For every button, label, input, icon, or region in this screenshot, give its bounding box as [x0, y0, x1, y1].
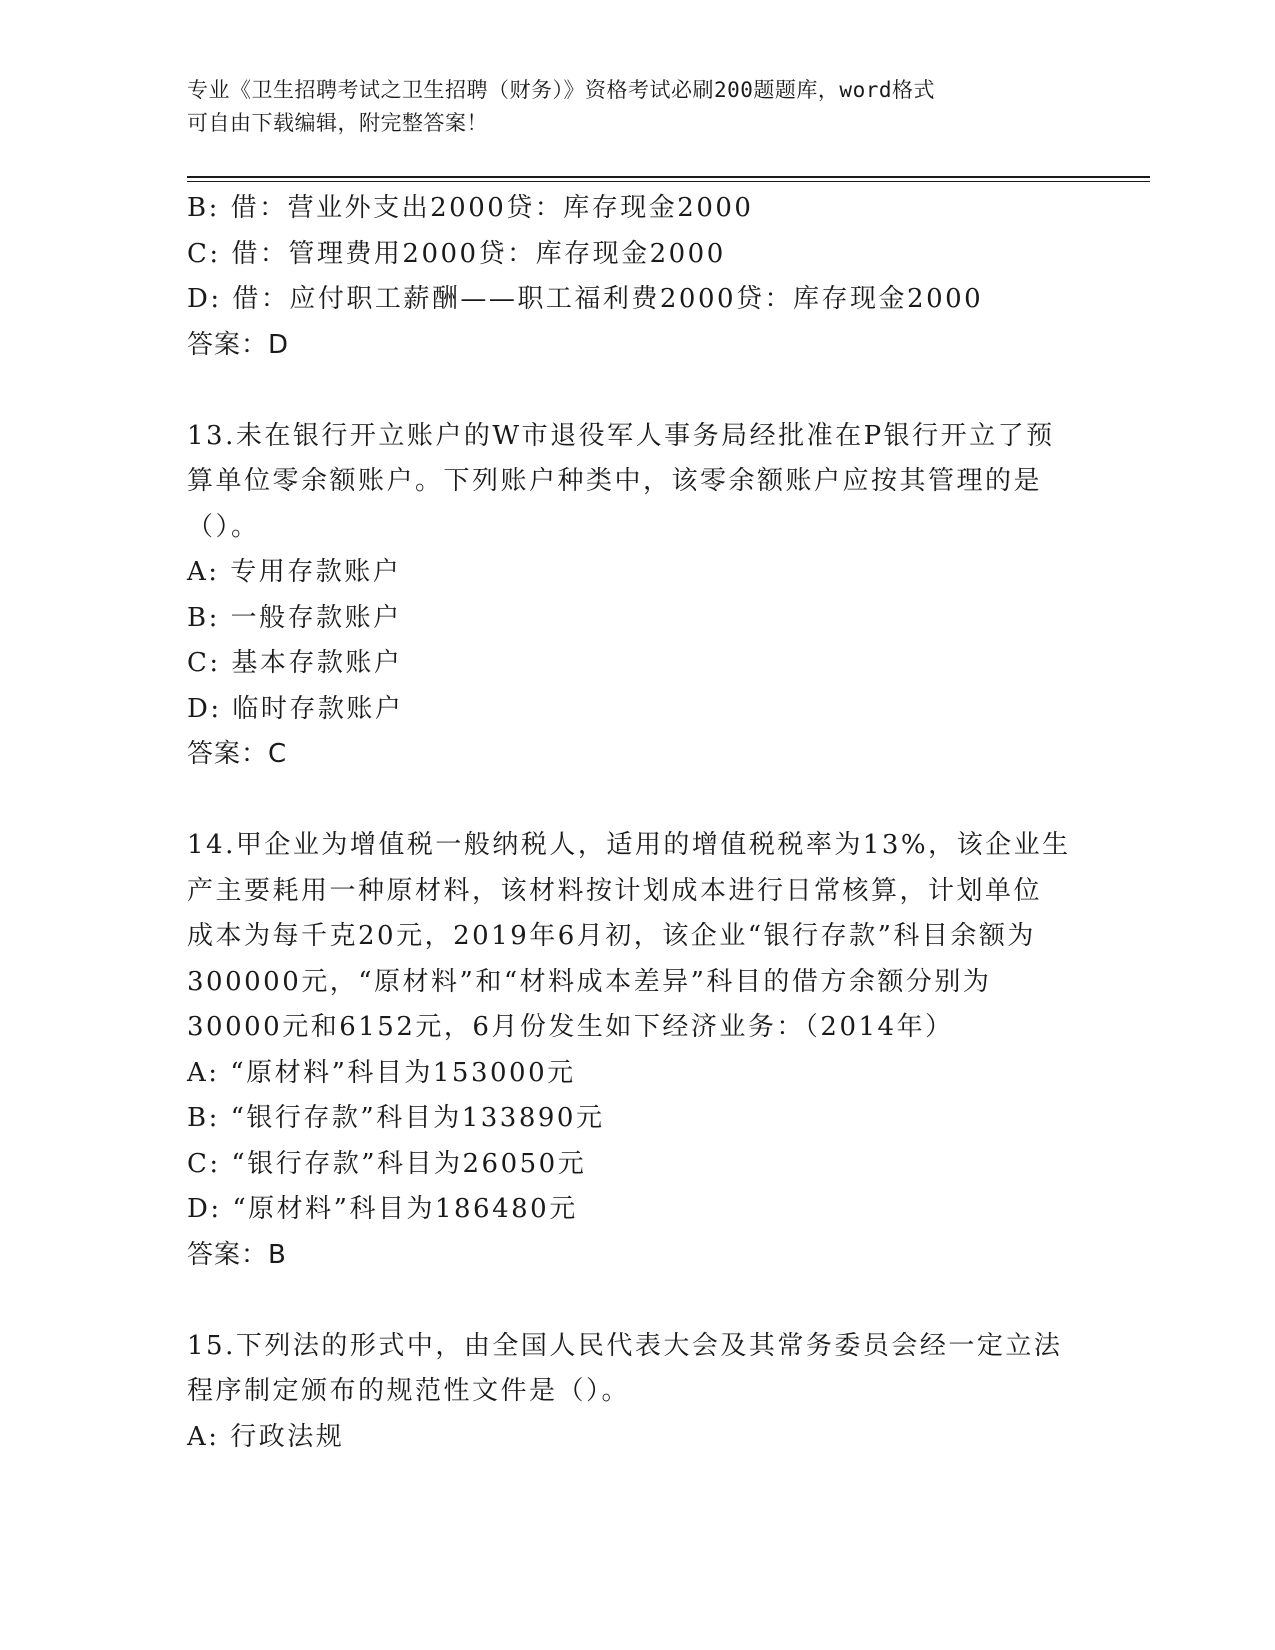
header-divider-thin: [187, 181, 1150, 182]
spacer: [187, 1278, 1087, 1324]
option-b: B: 借：营业外支出2000贷：库存现金2000: [187, 193, 754, 223]
question-stem-line: 13.未在银行开立账户的W市退役军人事务局经批准在P银行开立了预: [187, 420, 1055, 451]
option-d: D: “原材料”科目为186480元: [187, 1194, 578, 1224]
question-stem-line: 产主要耗用一种原材料，该材料按计划成本进行日常核算，计划单位: [187, 875, 1043, 906]
question-stem-line: 程序制定颁布的规范性文件是（）。: [187, 1376, 631, 1406]
question-15: [187, 1324, 1087, 1461]
question-13: [187, 414, 1087, 778]
option-a: A: “原材料”科目为153000元: [187, 1057, 576, 1088]
answer-line: 答案：B: [187, 1239, 287, 1270]
option-d: D: 借：应付职工薪酬——职工福利费2000贷：库存现金2000: [187, 284, 984, 314]
document-header: [187, 74, 1087, 140]
option-a: A: 专用存款账户: [187, 557, 402, 587]
question-stem-line: 30000元和6152元，6月份发生如下经济业务：（2014年）: [187, 1012, 954, 1042]
option-c: C: 借：管理费用2000贷：库存现金2000: [187, 238, 726, 269]
question-stem-line: 15.下列法的形式中，由全国人民代表大会及其常务委员会经一定立法: [187, 1330, 1063, 1361]
option-d: D: 临时存款账户: [187, 693, 404, 724]
header-line-1: 专业《卫生招聘考试之卫生招聘（财务）》资格考试必刷200题题库，word格式: [187, 78, 935, 102]
question-12-continuation: [187, 186, 1087, 368]
spacer: [187, 778, 1087, 824]
question-stem-line: 算单位零余额账户。下列账户种类中，该零余额账户应按其管理的是: [187, 466, 1043, 496]
option-a: A: 行政法规: [187, 1421, 345, 1452]
answer-line: 答案：D: [187, 329, 290, 360]
answer-line: 答案：C: [187, 739, 288, 769]
header-divider-thick: [187, 176, 1150, 178]
question-stem-line: 14.甲企业为增值税一般纳税人，适用的增值税税率为13%，该企业生: [187, 830, 1071, 860]
spacer: [187, 368, 1087, 414]
question-stem-line: 300000元，“原材料”和“材料成本差异”科目的借方余额分别为: [187, 966, 992, 997]
option-b: B: 一般存款账户: [187, 602, 402, 633]
option-b: B: “银行存款”科目为133890元: [187, 1103, 605, 1133]
option-c: C: 基本存款账户: [187, 648, 403, 678]
header-line-2: 可自由下载编辑，附完整答案！: [187, 111, 488, 135]
question-14: [187, 823, 1087, 1278]
question-stem-line: （）。: [187, 511, 260, 542]
question-content: [187, 186, 1087, 1460]
question-stem-line: 成本为每千克20元，2019年6月初，该企业“银行存款”科目余额为: [187, 921, 1036, 951]
option-c: C: “银行存款”科目为26050元: [187, 1148, 587, 1179]
